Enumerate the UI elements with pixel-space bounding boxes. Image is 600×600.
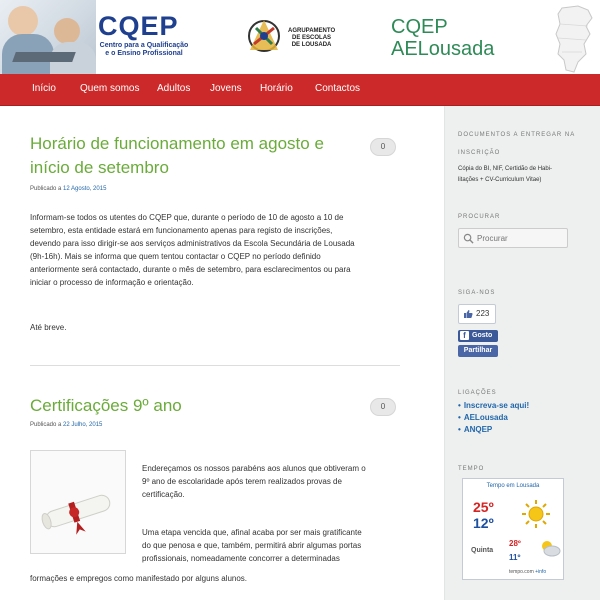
like-count-box [458,304,496,324]
post-divider [30,365,400,366]
weather-today-high: 25º [473,499,494,515]
sidebar-link-inscreva[interactable]: • Inscreva-se aqui! [458,401,530,410]
agrupamento-emblem-icon [244,14,284,60]
cqep-logo-subtitle-1: Centro para a Qualificação [99,42,189,49]
site-title-line-1: CQEP [391,16,448,38]
facebook-share-button[interactable]: Partilhar [458,345,498,357]
weather-title: Tempo em Lousada [486,483,540,489]
post-date-link[interactable]: 12 Agosto, 2015 [63,186,107,192]
weather-day: Quinta [471,547,494,554]
post-body-2-para: Uma etapa vencida que, afinal acaba por ser mais gratificante do que penosa e que, também, permitirá abrir algumas portas profissionais, nomeadamente concorrer a determinadas [142,528,362,563]
facebook-like-button[interactable]: f Gosto [458,330,498,342]
weather-heading: TEMPO [458,466,485,472]
weather-today-low: 12º [473,515,494,531]
post-title-1-line-2[interactable]: início de setembro [30,158,169,177]
nav-item-jovens[interactable]: Jovens [210,83,242,94]
comments-count-badge[interactable]: 0 [370,398,396,416]
portugal-map-icon [548,4,600,74]
docs-text-line-2: litações + CV-Curriculum Vitae) [458,177,542,183]
header-photo [0,0,96,74]
sidebar-link-aelousada[interactable]: • AELousada [458,413,508,422]
weather-footer[interactable]: tempo.com +info [509,569,547,575]
sun-icon [521,499,551,529]
post-date-link[interactable]: 22 Julho, 2015 [63,422,103,428]
weather-next-low: 11º [509,553,521,562]
diploma-image[interactable] [30,450,126,554]
facebook-icon: f [460,331,469,340]
post-body-2-end: formações e empregos como manifestado por alguns alunos. [30,574,248,583]
diploma-scroll-icon [31,451,125,553]
site-header [0,0,600,74]
post-body-2-intro: Endereçamos os nossos parabéns aos alunos que obtiveram o 9º ano de escolaridade após terem realizados provas de certificação. [142,464,366,499]
search-heading: PROCURAR [458,214,501,220]
docs-heading-line-2: INSCRIÇÃO [458,150,501,156]
like-count: 223 [476,309,490,318]
thumbs-up-icon [463,309,473,319]
post-body-1: Informam-se todos os utentes do CQEP que, durante o período de 10 de agosto a 10 de setembro, esta entidade estará em funcionamento apenas para registo de inscrições, devendo para isso dirigir-se aos serviços administrativos da Escola Secundária de Lousada (9h-16h). Mais se informa que quem tentou contactar o CQEP no período definido anteriormente será contactado, durante o mês de setembro, para esclarecimentos ou para iniciar o processo de informação e orientação. [30,213,355,287]
weather-next-high: 28º [509,539,521,548]
nav-item-horario[interactable]: Horário [260,83,293,94]
cqep-logo[interactable] [98,12,190,68]
search-box[interactable] [458,228,568,248]
search-icon [463,233,474,244]
partly-cloudy-icon [539,539,561,557]
comments-count-badge[interactable]: 0 [370,138,396,156]
cqep-logo-subtitle-2: e o Ensino Profissional [105,50,183,57]
agrupamento-text: AGRUPAMENTO DE ESCOLAS DE LOUSADA [288,28,336,48]
docs-heading-line-1: DOCUMENTOS A ENTREGAR NA [458,132,576,138]
docs-text-line-1: Cópia do BI, NIF, Certidão de Habi- [458,166,553,172]
site-title[interactable] [391,16,494,60]
search-input[interactable] [477,232,565,245]
links-heading: LIGAÇÕES [458,390,497,396]
sidebar-link-anqep[interactable]: • ANQEP [458,425,493,434]
nav-item-quem-somos[interactable]: Quem somos [80,83,140,94]
weather-widget[interactable] [462,478,564,580]
post-title-1-line-1[interactable]: Horário de funcionamento em agosto e [30,134,324,153]
post-closing-1: Até breve. [30,323,67,332]
follow-heading: SIGA-NOS [458,290,496,296]
nav-item-contactos[interactable]: Contactos [315,83,361,94]
cqep-logo-mark: CQEP [98,11,179,41]
nav-item-inicio[interactable]: Início [32,83,56,94]
agrupamento-logo[interactable] [244,14,344,60]
nav-item-adultos[interactable]: Adultos [157,83,191,94]
site-title-line-2: AELousada [391,38,495,60]
post-meta-1: Publicado a 12 Agosto, 2015 [30,186,107,192]
main-nav [0,74,600,106]
post-meta-2: Publicado a 22 Julho, 2015 [30,422,103,428]
post-title-2[interactable]: Certificações 9º ano [30,396,182,415]
